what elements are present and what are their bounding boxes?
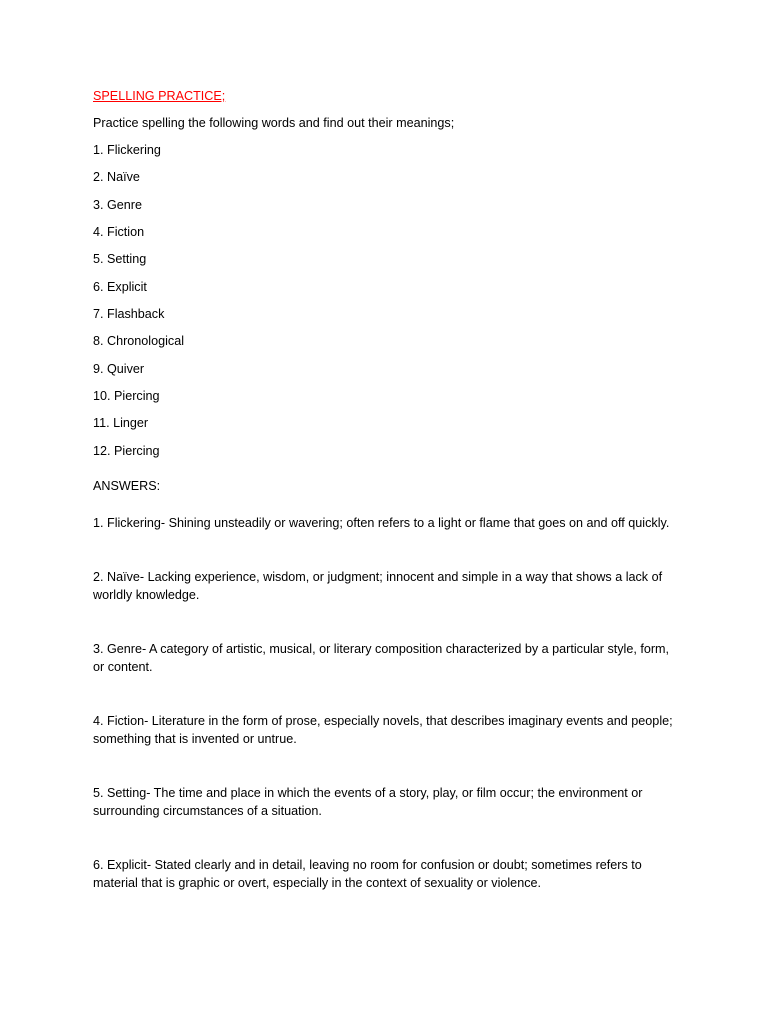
word-item: 9. Quiver: [93, 361, 145, 376]
word-item: 3. Genre: [93, 197, 143, 212]
word-list: [93, 142, 678, 470]
word-item: 11. Linger: [93, 416, 149, 431]
document-page: [93, 88, 678, 928]
answer-item: 3. Genre- A category of artistic, musical, or literary composition characterized by a particular style, form, or content.: [93, 642, 670, 675]
word-item: 2. Naïve: [93, 170, 140, 185]
word-item: 4. Fiction: [93, 225, 145, 240]
answer-item: 6. Explicit- Stated clearly and in detail, leaving no room for confusion or doubt; sometimes refers to material that is graphic or overt, especially in the context of sexuality or violence.: [93, 858, 642, 891]
answer-item: 2. Naïve- Lacking experience, wisdom, or judgment; innocent and simple in a way that shows a lack of worldly knowledge.: [93, 570, 663, 603]
answer-item: 5. Setting- The time and place in which the events of a story, play, or film occur; the environment or surrounding circumstances of a situation.: [93, 786, 643, 819]
word-item: 10. Piercing: [93, 389, 160, 404]
intro-text: Practice spelling the following words and find out their meanings;: [93, 116, 455, 130]
word-item: 6. Explicit: [93, 279, 147, 294]
word-item: 1. Flickering: [93, 143, 161, 157]
word-item: 7. Flashback: [93, 307, 165, 322]
answer-list: [93, 514, 678, 892]
word-item: 5. Setting: [93, 252, 147, 267]
word-item: 12. Piercing: [93, 443, 160, 458]
word-item: 8. Chronological: [93, 334, 185, 349]
answer-item: 1. Flickering- Shining unsteadily or wavering; often refers to a light or flame that goes on and off quickly.: [93, 516, 670, 531]
answer-item: 4. Fiction- Literature in the form of prose, especially novels, that describes imaginary events and people; something that is invented or untrue.: [93, 714, 673, 747]
document-title: SPELLING PRACTICE;: [93, 89, 226, 103]
answers-heading: ANSWERS:: [93, 479, 161, 494]
